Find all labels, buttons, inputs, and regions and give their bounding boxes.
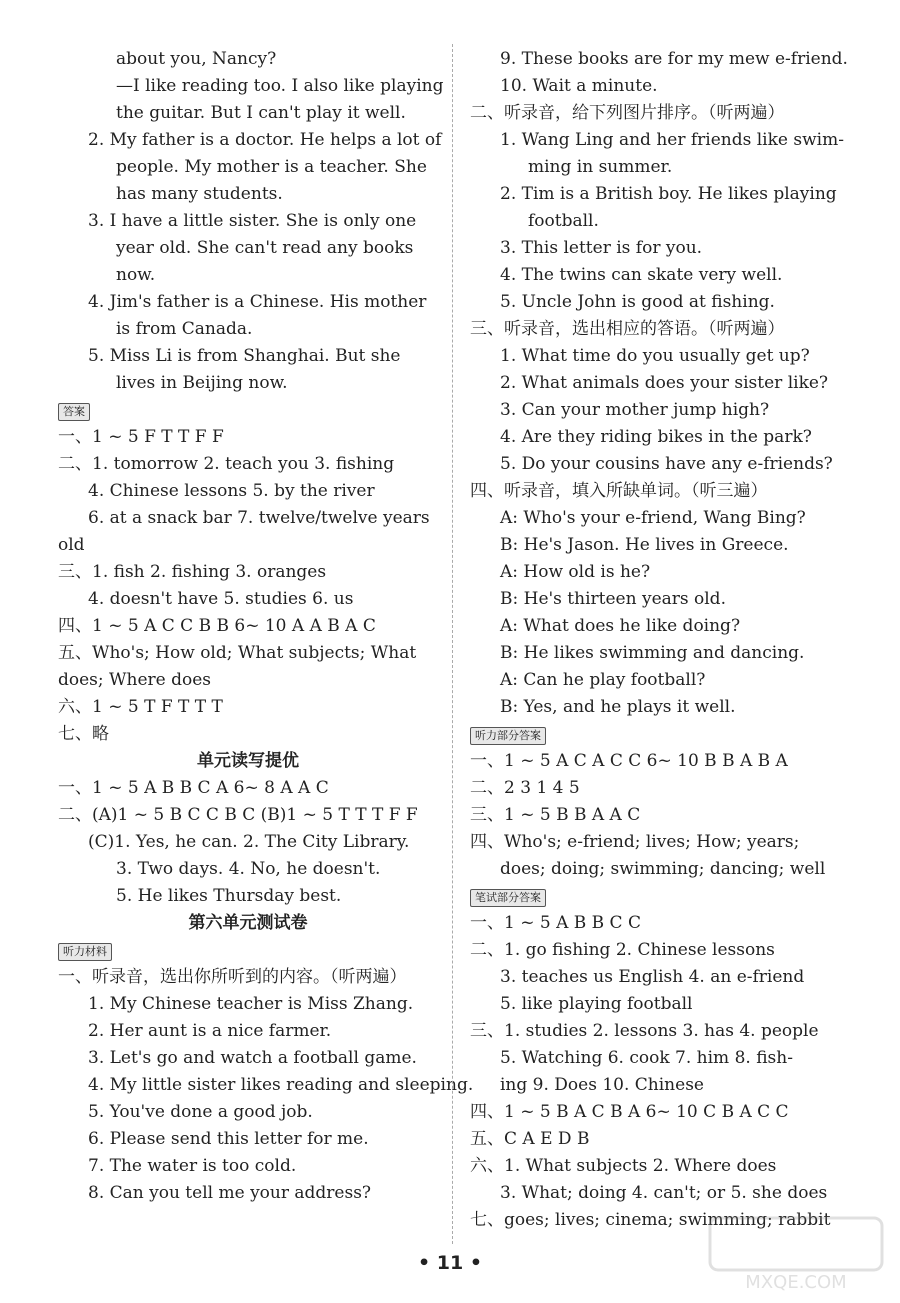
text-line: 六、1 ~ 5 T F T T T	[58, 697, 223, 717]
text-line: 5. You've done a good job.	[88, 1102, 313, 1122]
text-line: 三、1 ~ 5 B B A A C	[470, 805, 641, 825]
text-line: 4. My little sister likes reading and sleeping.	[88, 1075, 474, 1095]
text-line: old	[58, 535, 85, 555]
text-line: 七、略	[58, 724, 109, 744]
text-line: 一、1 ~ 5 A B B C C	[470, 913, 641, 933]
section-tag-label: 听力部分答案	[470, 727, 546, 745]
text-line: 9. These books are for my mew e-friend.	[500, 49, 848, 69]
text-line: ing 9. Does 10. Chinese	[500, 1075, 704, 1095]
text-line: 四、1 ~ 5 A C C B B 6~ 10 A A B A C	[58, 616, 376, 636]
text-line: 2. Her aunt is a nice farmer.	[88, 1021, 332, 1041]
text-line: —I like reading too. I also like playing	[116, 76, 444, 96]
text-line: 5. Miss Li is from Shanghai. But she	[88, 346, 401, 366]
section-heading: 单元读写提优	[197, 751, 299, 771]
text-line: A: Who's your e-friend, Wang Bing?	[500, 508, 806, 528]
text-line: 3. teaches us English 4. an e-friend	[500, 967, 805, 987]
text-line: 4. The twins can skate very well.	[500, 265, 783, 285]
text-line: 二、1. go fishing 2. Chinese lessons	[470, 940, 775, 960]
section-tag-label: 答案	[58, 403, 90, 421]
text-line: 五、C A E D B	[470, 1129, 590, 1149]
text-line: has many students.	[116, 184, 283, 204]
text-line: 一、1 ~ 5 A B B C A 6~ 8 A A C	[58, 778, 329, 798]
section-tag	[58, 397, 438, 424]
text-line: 四、Who's; e-friend; lives; How; years;	[470, 832, 800, 852]
section-tag	[470, 883, 850, 910]
text-line: 1. My Chinese teacher is Miss Zhang.	[88, 994, 414, 1014]
text-line: 4. doesn't have 5. studies 6. us	[88, 589, 354, 609]
text-line: 8. Can you tell me your address?	[88, 1183, 372, 1203]
text-line: 三、1. studies 2. lessons 3. has 4. people	[470, 1021, 819, 1041]
svg-text:MXQE.COM: MXQE.COM	[745, 1272, 847, 1293]
text-line: 6. at a snack bar 7. twelve/twelve years	[88, 508, 430, 528]
text-line: A: How old is he?	[500, 562, 651, 582]
text-line: does; Where does	[58, 670, 212, 690]
text-line: B: He's thirteen years old.	[500, 589, 726, 609]
text-line: does; doing; swimming; dancing; well	[500, 859, 826, 879]
column-divider	[452, 44, 453, 1244]
text-line: 3. This letter is for you.	[500, 238, 703, 258]
text-line: B: He's Jason. He lives in Greece.	[500, 535, 789, 555]
text-line: 4. Chinese lessons 5. by the river	[88, 481, 375, 501]
section-tag	[58, 937, 438, 964]
text-line: the guitar. But I can't play it well.	[116, 103, 406, 123]
text-line: 七、goes; lives; cinema; swimming; rabbit	[470, 1210, 831, 1230]
text-line: B: Yes, and he plays it well.	[500, 697, 736, 717]
text-line: year old. She can't read any books	[116, 238, 414, 258]
text-line: 5. He likes Thursday best.	[116, 886, 342, 906]
section-heading: 第六单元测试卷	[188, 913, 308, 933]
text-line: 六、1. What subjects 2. Where does	[470, 1156, 777, 1176]
text-line: 5. Do your cousins have any e-friends?	[500, 454, 833, 474]
text-line: people. My mother is a teacher. She	[116, 157, 427, 177]
text-line: 一、1 ~ 5 F T T F F	[58, 427, 224, 447]
text-line: 2. My father is a doctor. He helps a lot of	[88, 130, 442, 150]
section-tag-label: 笔试部分答案	[470, 889, 546, 907]
left-column	[58, 46, 474, 1207]
text-line: 1. Wang Ling and her friends like swim-	[500, 130, 844, 150]
text-line: 1. What time do you usually get up?	[500, 346, 810, 366]
text-line: 3. Can your mother jump high?	[500, 400, 770, 420]
text-line: 2. Tim is a British boy. He likes playing	[500, 184, 837, 204]
text-line: 四、1 ~ 5 B A C B A 6~ 10 C B A C C	[470, 1102, 789, 1122]
text-line: 2. What animals does your sister like?	[500, 373, 829, 393]
watermark-logo	[706, 1214, 886, 1294]
text-line: 五、Who's; How old; What subjects; What	[58, 643, 417, 663]
text-line: ming in summer.	[528, 157, 673, 177]
text-line: 3. Two days. 4. No, he doesn't.	[116, 859, 381, 879]
text-line: 4. Jim's father is a Chinese. His mother	[88, 292, 427, 312]
text-line: A: Can he play football?	[500, 670, 706, 690]
page-number: • 11 •	[418, 1252, 482, 1274]
text-line: is from Canada.	[116, 319, 253, 339]
text-line: now.	[116, 265, 156, 285]
text-line: 5. like playing football	[500, 994, 693, 1014]
right-column	[470, 46, 850, 1234]
text-line: 5. Watching 6. cook 7. him 8. fish-	[500, 1048, 793, 1068]
section-tag	[470, 721, 850, 748]
text-line: 四、听录音，填入所缺单词。（听三遍）	[470, 481, 768, 501]
text-line: B: He likes swimming and dancing.	[500, 643, 805, 663]
text-line: 二、1. tomorrow 2. teach you 3. fishing	[58, 454, 395, 474]
text-line: about you, Nancy?	[116, 49, 277, 69]
text-line: 4. Are they riding bikes in the park?	[500, 427, 812, 447]
text-line: football.	[528, 211, 599, 231]
text-line: 6. Please send this letter for me.	[88, 1129, 369, 1149]
text-line: (C)1. Yes, he can. 2. The City Library.	[88, 832, 410, 852]
text-line: lives in Beijing now.	[116, 373, 288, 393]
text-line: 5. Uncle John is good at fishing.	[500, 292, 775, 312]
text-line: 3. I have a little sister. She is only one	[88, 211, 417, 231]
section-tag-label: 听力材料	[58, 943, 112, 961]
text-line: 二、(A)1 ~ 5 B C C B C (B)1 ~ 5 T T T F F	[58, 805, 418, 825]
text-line: 三、1. fish 2. fishing 3. oranges	[58, 562, 327, 582]
text-line: 二、2 3 1 4 5	[470, 778, 580, 798]
text-line: 7. The water is too cold.	[88, 1156, 297, 1176]
text-line: 一、1 ~ 5 A C A C C 6~ 10 B B A B A	[470, 751, 788, 771]
text-line: 10. Wait a minute.	[500, 76, 658, 96]
text-line: 3. What; doing 4. can't; or 5. she does	[500, 1183, 828, 1203]
text-line: 二、听录音，给下列图片排序。（听两遍）	[470, 103, 785, 123]
text-line: A: What does he like doing?	[500, 616, 741, 636]
text-line: 三、听录音，选出相应的答语。（听两遍）	[470, 319, 785, 339]
text-line: 一、听录音，选出你所听到的内容。（听两遍）	[58, 967, 407, 987]
text-line: 3. Let's go and watch a football game.	[88, 1048, 417, 1068]
